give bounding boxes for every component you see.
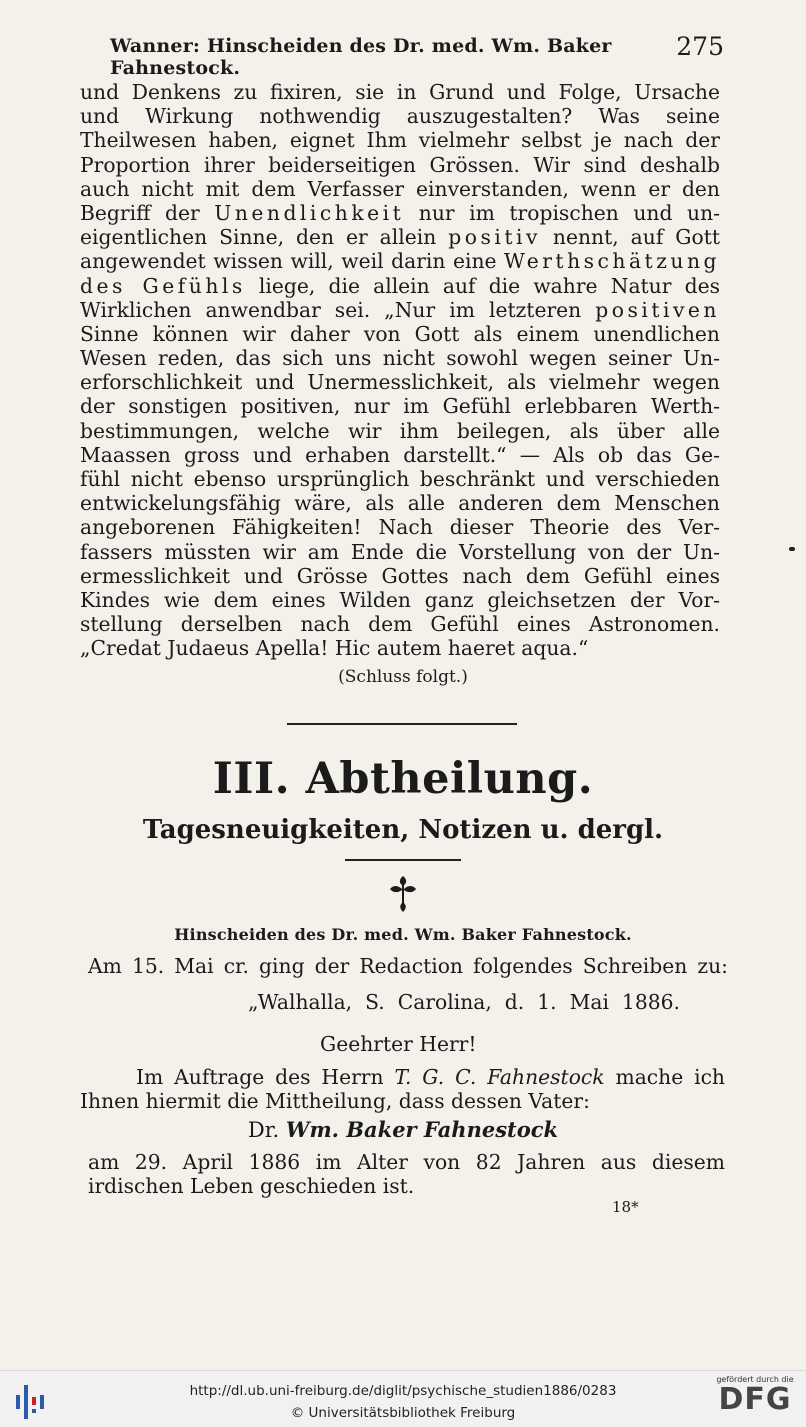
divider-rule-short: [345, 859, 461, 861]
margin-mark: [789, 547, 795, 551]
dfg-logo: [710, 1375, 800, 1416]
text-line: bestimmungen, welche wir ihm beilegen, als über alle: [80, 418, 720, 443]
text-line: [80, 298, 720, 322]
letter-salutation: Geehrter Herr!: [320, 1032, 477, 1056]
text-line: auch nicht mit dem Verfasser einverstanden, wenn er den: [80, 176, 720, 201]
text-line: Theilwesen haben, eignet Ihm vielmehr selbst je nach der: [80, 128, 720, 153]
text-run: nur im tropischen und un-: [404, 200, 720, 225]
text-line: angeborenen Fähigkeiten! Nach dieser Theorie des Ver-: [80, 515, 720, 540]
article-title: Hinscheiden des Dr. med. Wm. Baker Fahnestock.: [174, 925, 632, 944]
text-line: Wesen reden, das sich uns nicht sowohl wegen seiner Un-: [80, 346, 720, 371]
divider-rule: [287, 723, 517, 725]
letter-paragraph: [80, 1065, 725, 1113]
text-line: Maassen gross und erhaben darstellt.“ — Als ob das Ge-: [80, 442, 720, 467]
text-line: der sonstigen positiven, nur im Gefühl erlebbaren Werth-: [80, 394, 720, 419]
continued-article-text: [80, 80, 720, 661]
text-line: [80, 274, 720, 298]
spaced-emphasis: positiv: [448, 225, 541, 250]
section-title: III. Abtheilung.: [212, 754, 594, 804]
text-run: Im Auftrage des Herrn: [136, 1065, 395, 1089]
text-run: liege, die allein auf die wahre Natur des: [245, 273, 720, 298]
text-run: Wirklichen anwendbar sei. „Nur im letzteren: [80, 297, 596, 322]
text-line: [80, 201, 720, 225]
spaced-emphasis: positiven: [595, 297, 720, 322]
italic-name: T. G. C. Fahnestock: [394, 1065, 605, 1089]
section-subtitle: Tagesneuigkeiten, Notizen u. dergl.: [142, 815, 664, 845]
spaced-emphasis: Werthschätzung: [504, 249, 720, 274]
text-line: irdischen Leben geschieden ist.: [88, 1174, 415, 1199]
permalink-url[interactable]: http://dl.ub.uni-freiburg.de/diglit/psychische_studien1886/0283: [189, 1383, 617, 1399]
copyright-notice: © Universitätsbibliothek Freiburg: [290, 1405, 516, 1421]
page-number: 275: [676, 32, 724, 61]
viewer-footer: [0, 1370, 806, 1427]
doctor-prefix: Dr.: [247, 1118, 280, 1142]
text-line: und Denkens zu fixiren, sie in Grund und Folge, Ursache: [80, 80, 720, 104]
header-title: Wanner: Hinscheiden des Dr. med. Wm. Baker Fahnestock.: [110, 35, 612, 79]
cross-icon: [386, 876, 420, 912]
text-line: am 29. April 1886 im Alter von 82 Jahren aus diesem: [88, 1150, 725, 1174]
doctor-name: Wm. Baker Fahnestock: [285, 1117, 559, 1142]
signature-mark: 18*: [612, 1198, 639, 1216]
text-line: erforschlichkeit und Unermesslichkeit, als vielmehr wegen: [80, 370, 720, 395]
spaced-emphasis: des Gefühls: [80, 273, 246, 298]
article-intro: Am 15. Mai cr. ging der Redaction folgendes Schreiben zu:: [88, 954, 728, 978]
text-run: eigentlichen Sinne, den er allein: [80, 225, 449, 250]
text-line: ermesslichkeit und Grösse Gottes nach dem Gefühl eines: [80, 563, 720, 588]
dfg-wordmark: DFG: [718, 1382, 792, 1417]
text-line: Ihnen hiermit die Mittheilung, dass dessen Vater:: [80, 1089, 590, 1114]
text-line: [80, 249, 720, 273]
text-run: angewendet wissen will, weil darin eine: [80, 249, 505, 274]
deceased-name-line: [0, 1117, 806, 1142]
text-line: fassers müssten wir am Ende die Vorstellung von der Un-: [80, 539, 720, 564]
letter-dateline: „Walhalla, S. Carolina, d. 1. Mai 1886.: [248, 990, 680, 1014]
text-line: [80, 225, 720, 249]
text-run: mache ich: [604, 1065, 725, 1089]
text-run: nennt, auf Gott: [540, 225, 720, 250]
text-line: „Credat Judaeus Apella! Hic autem haeret aqua.“: [80, 636, 589, 661]
text-line: fühl nicht ebenso ursprünglich beschränkt und verschieden: [80, 467, 720, 491]
text-line: und Wirkung nothwendig auszugestalten? Was seine: [80, 104, 720, 129]
text-line: entwickelungsfähig wäre, als alle anderen dem Menschen: [80, 491, 720, 516]
spaced-emphasis: Unendlichkeit: [214, 200, 405, 225]
text-line: stellung derselben nach dem Gefühl eines Astronomen.: [80, 612, 720, 637]
dfg-caption: gefördert durch die: [716, 1375, 794, 1384]
text-line: Sinne können wir daher von Gott als einem unendlichen: [80, 321, 720, 346]
text-run: Begriff der: [80, 200, 215, 225]
text-line: Kindes wie dem eines Wilden ganz gleichsetzen der Vor-: [80, 587, 720, 612]
death-notice-paragraph: [88, 1150, 725, 1198]
continuation-note: (Schluss folgt.): [338, 667, 468, 687]
text-line: [80, 1065, 725, 1089]
text-line: Proportion ihrer beiderseitigen Grössen. Wir sind deshalb: [80, 152, 720, 177]
running-header: [80, 32, 724, 79]
